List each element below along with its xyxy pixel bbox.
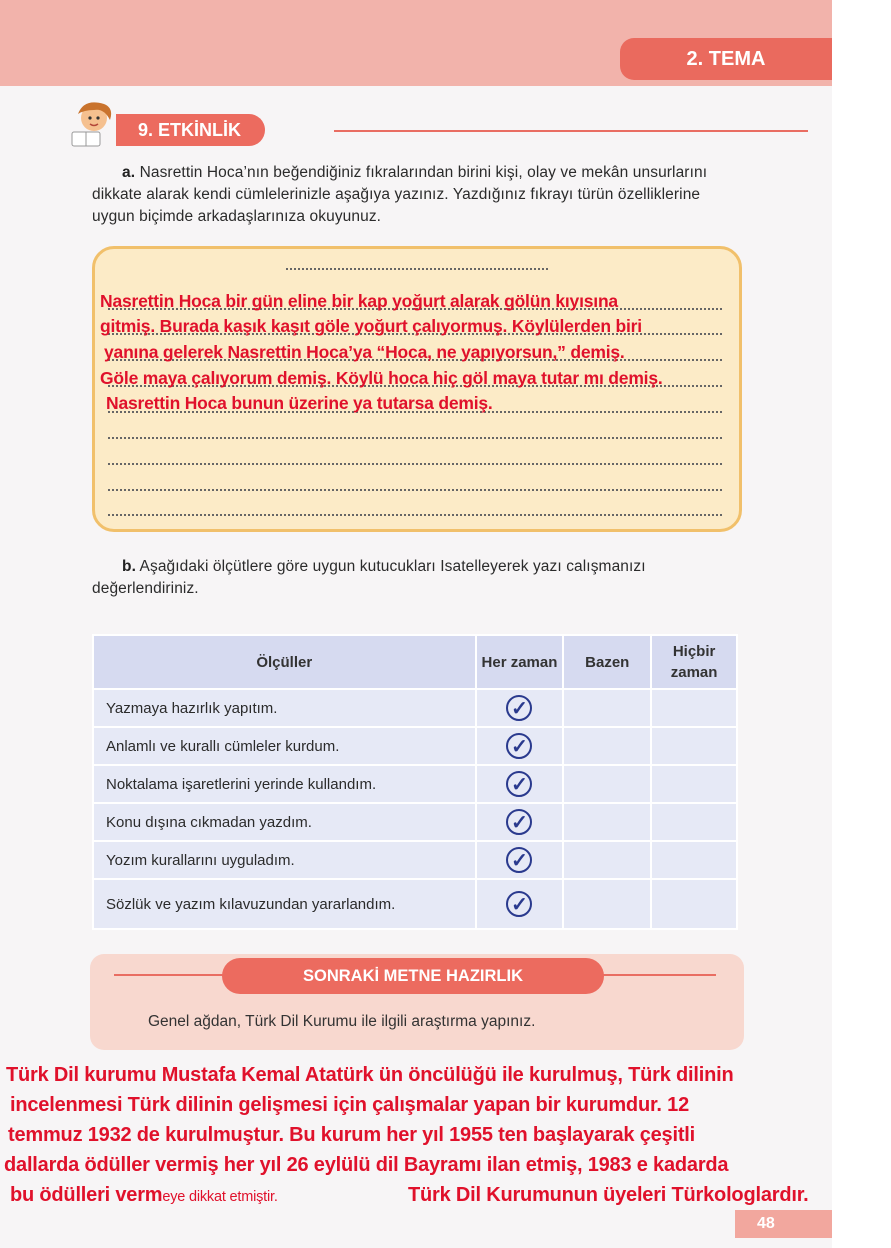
answer-line-end: Türk Dil Kurumunun üyeleri Türkologlardır. [408,1184,809,1206]
always-cell[interactable] [476,727,564,765]
part-a-instructions [92,162,744,228]
reading-child-icon [64,100,122,150]
dotted-line [108,437,722,439]
dotted-line [108,514,722,516]
check-icon: ✓ [506,891,532,917]
answer-line: incelenmesi Türk dilinin gelişmesi için çalışmalar yapan bir kurumdur. 12 [10,1094,689,1116]
never-cell[interactable] [651,765,737,803]
header-rule [334,130,808,132]
evaluation-table [92,634,738,930]
answer-line: Türk Dil kurumu Mustafa Kemal Atatürk ün öncülüğü ile kurulmuş, Türk dilinin [6,1064,734,1086]
part-a-letter: a. [122,164,136,181]
answer-line-last [10,1184,278,1207]
criteria-cell: Yazmaya hazırlık yapıtım. [93,689,476,727]
check-icon: ✓ [506,771,532,797]
criteria-cell: Anlamlı ve kurallı cümleler kurdum. [93,727,476,765]
sometimes-cell[interactable] [563,689,651,727]
check-icon: ✓ [506,847,532,873]
criteria-cell: Konu dışına cıkmadan yazdım. [93,803,476,841]
always-cell[interactable] [476,765,564,803]
part-a-text: Nasrettin Hoca’nın beğendiğiniz fıkralarından birini kişi, olay ve mekân unsurlarını dikkate alarak kendi cümlelerinizle aşağıya yazınız. Yazdığınız fıkrayı türün özelliklerine uygun biçimde arkadaşlarınıza okuyunuz. [92,164,708,225]
header-always: Her zaman [476,635,564,689]
check-icon: ✓ [506,695,532,721]
never-cell[interactable] [651,841,737,879]
table-header-row [93,635,737,689]
check-icon: ✓ [506,809,532,835]
answer-line: temmuz 1932 de kurulmuştur. Bu kurum her yıl 1955 ten başlayarak çeşitli [8,1124,696,1146]
part-b-instructions [92,556,744,600]
part-b-text: Aşağıdaki ölçütlere göre uygun kutucukları Isatelleyerek yazı calışmanızı değerlendiriniz. [92,558,646,597]
check-icon: ✓ [506,733,532,759]
table-row [93,727,737,765]
always-cell[interactable] [476,879,564,929]
story-line: Göle maya çalıyorum demiş. Köylü hoca hiç göl maya tutar mı demiş. [100,368,663,388]
answer-line: dallarda ödüller vermiş her yıl 26 eylülü dil Bayramı ilan etmiş, 1983 e kadarda [4,1154,729,1176]
criteria-cell: Yozım kurallarını uyguladım. [93,841,476,879]
activity-header [64,100,754,160]
never-cell[interactable] [651,879,737,929]
page-number: 48 [735,1210,832,1238]
always-cell[interactable] [476,803,564,841]
activity-title: 9. ETKİNLİK [116,114,265,146]
table-row [93,689,737,727]
never-cell[interactable] [651,803,737,841]
next-instruction: Genel ağdan, Türk Dil Kurumu ile ilgili araştırma yapınız. [148,1013,536,1030]
always-cell[interactable] [476,841,564,879]
dotted-line [108,463,722,465]
sometimes-cell[interactable] [563,803,651,841]
criteria-cell: Sözlük ve yazım kılavuzundan yararlandım. [93,879,476,929]
sometimes-cell[interactable] [563,841,651,879]
criteria-cell: Noktalama işaretlerini yerinde kullandım. [93,765,476,803]
story-line: yanına gelerek Nasrettin Hoca’ya “Hoca, ne yapıyorsun,” demiş. [104,342,625,362]
table-row [93,879,737,929]
header-criteria: Ölçüller [93,635,476,689]
part-b-letter: b. [122,558,136,575]
sometimes-cell[interactable] [563,879,651,929]
next-title: SONRAKİ METNE HAZIRLIK [222,958,604,994]
story-line: gitmiş. Burada kaşık kaşıt göle yoğurt çalıyormuş. Köylülerden biri [100,316,642,336]
story-line: Nasrettin Hoca bir gün eline bir kap yoğurt alarak gölün kıyısına [100,291,618,311]
never-cell[interactable] [651,727,737,765]
always-cell[interactable] [476,689,564,727]
story-line: Nasrettin Hoca bunun üzerine ya tutarsa demiş. [106,393,493,413]
answer-bold-part: bu ödülleri verm [10,1184,163,1206]
never-cell[interactable] [651,689,737,727]
sometimes-cell[interactable] [563,727,651,765]
header-never: Hiçbir zaman [651,635,737,689]
sometimes-cell[interactable] [563,765,651,803]
answer-small-part: eye dikkat etmiştir. [162,1189,278,1205]
dotted-line [108,489,722,491]
header-sometimes: Bazen [563,635,651,689]
table-row [93,841,737,879]
tema-tab: 2. TEMA [620,38,832,80]
table-row [93,765,737,803]
title-dotted-line [286,268,548,270]
table-row [93,803,737,841]
